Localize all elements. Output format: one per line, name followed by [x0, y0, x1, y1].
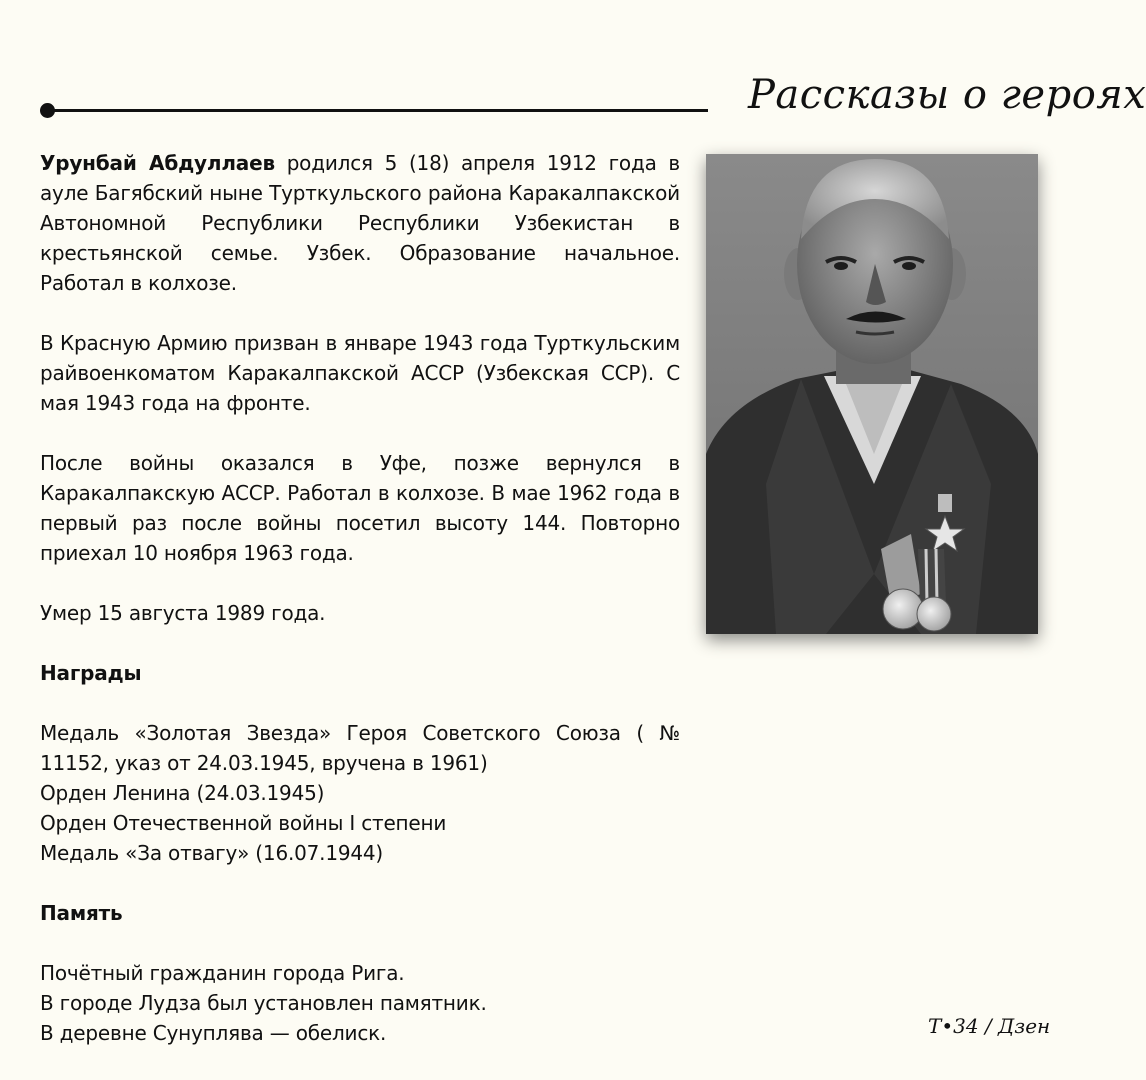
award-item: Медаль «Золотая Звезда» Героя Советского Союза ( № 11152, указ от 24.03.1945, вручена в 1961): [40, 721, 680, 775]
awards-list: [40, 718, 680, 868]
bio-paragraph-2: В Красную Армию призван в январе 1943 года Турткульским райвоенкоматом Каракалпакской АССР (Узбекская ССР). С мая 1943 года на фронте.: [40, 331, 680, 415]
memory-item: Почётный гражданин города Рига.: [40, 961, 405, 985]
bio-paragraph-3: После войны оказался в Уфе, позже вернулся в Каракалпакскую АССР. Работал в колхозе. В мае 1962 года в первый раз после войны посетил высоту 144. Повторно приехал 10 ноября 1963 года.: [40, 451, 680, 565]
award-item: Орден Ленина (24.03.1945): [40, 781, 325, 805]
series-title: Рассказы о героях: [748, 72, 1146, 118]
bio-paragraph-4: Умер 15 августа 1989 года.: [40, 601, 326, 625]
portrait-photo: [706, 154, 1038, 634]
award-item: Медаль «За отвагу» (16.07.1944): [40, 841, 384, 865]
footer-credit: Т•34 / Дзен: [928, 1014, 1051, 1038]
hero-name: Урунбай Абдуллаев: [40, 151, 275, 175]
memory-heading: Память: [40, 901, 123, 925]
award-item: Орден Отечественной войны I степени: [40, 811, 447, 835]
awards-heading: Награды: [40, 661, 142, 685]
memory-list: [40, 958, 680, 1048]
bio-paragraph-1: [40, 148, 680, 298]
bio-paragraph-1-text: родился 5 (18) апреля 1912 года в ауле Багябский ныне Турткульского района Каракалпакской Автономной Республики Республики Узбекистан в крестьянской семье. Узбек. Образование начальное. Работал в колхозе.: [40, 151, 680, 295]
article-body: [40, 148, 680, 1078]
header-rule-line: [48, 109, 708, 112]
memory-item: В деревне Сунуплява — обелиск.: [40, 1021, 387, 1045]
memory-item: В городе Лудза был установлен памятник.: [40, 991, 487, 1015]
